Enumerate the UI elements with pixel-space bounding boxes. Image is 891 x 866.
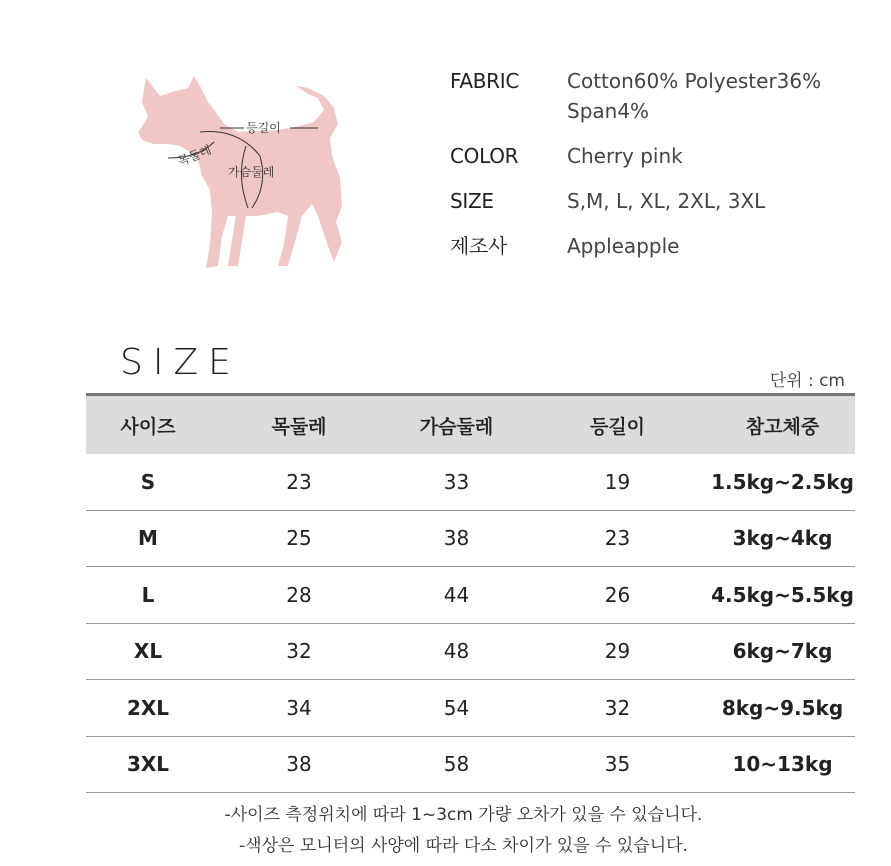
cell-weight: 1.5kg~2.5kg [711, 469, 854, 494]
spec-row-color [450, 141, 870, 171]
spec-value: S,M, L, XL, 2XL, 3XL [567, 189, 766, 213]
table-row [86, 737, 855, 794]
cell-chest: 54 [443, 695, 470, 720]
spec-value: Appleapple [567, 234, 680, 258]
chest-label: 가슴둘레 [228, 165, 275, 179]
cell-back-length: 32 [604, 695, 631, 720]
cell-chest: 33 [443, 469, 470, 494]
table-row [86, 567, 855, 624]
cell-weight: 8kg~9.5kg [721, 695, 844, 720]
neck-label: 목둘레 [175, 142, 214, 169]
cell-neck: 28 [286, 582, 312, 607]
cell-neck: 38 [286, 752, 312, 777]
cell-neck: 34 [286, 695, 312, 720]
header-neck: 목둘레 [271, 415, 327, 438]
footnotes [0, 800, 891, 862]
header-weight: 참고체중 [745, 415, 820, 438]
spec-value: Cotton60% Polyester36% Span4% [567, 69, 822, 123]
cell-back-length: 26 [604, 582, 631, 607]
table-row [86, 511, 855, 568]
cell-size: XL [133, 639, 163, 664]
size-table [86, 393, 855, 793]
spec-row-fabric [450, 66, 870, 126]
spec-row-size [450, 186, 870, 216]
cell-size: L [141, 582, 155, 607]
cell-back-length: 19 [604, 469, 631, 494]
note-measurement: -사이즈 측정위치에 따라 1~3cm 가량 오차가 있을 수 있습니다. [224, 805, 703, 825]
cell-chest: 38 [443, 526, 470, 551]
cell-weight: 4.5kg~5.5kg [711, 582, 854, 607]
unit-label: 단위 : cm [769, 371, 845, 391]
cell-size: S [140, 469, 156, 494]
dog-silhouette-icon [128, 66, 358, 276]
spec-row-manufacturer [450, 231, 870, 261]
table-row [86, 624, 855, 681]
cell-back-length: 29 [604, 639, 631, 664]
header-size: 사이즈 [120, 415, 176, 438]
cell-size: 2XL [126, 695, 170, 720]
spec-key: SIZE [450, 189, 494, 213]
dog-measurement-illustration [128, 66, 358, 276]
size-section-title: SIZE [120, 342, 241, 383]
table-row [86, 680, 855, 737]
header-chest: 가슴둘레 [419, 415, 494, 438]
table-row [86, 454, 855, 511]
product-specs [450, 66, 870, 276]
cell-weight: 10~13kg [732, 752, 833, 777]
cell-size: 3XL [126, 752, 170, 777]
cell-weight: 3kg~4kg [732, 526, 833, 551]
cell-neck: 23 [286, 469, 312, 494]
cell-back-length: 35 [604, 752, 631, 777]
table-header [86, 393, 855, 454]
cell-size: M [138, 526, 158, 551]
cell-neck: 25 [286, 526, 312, 551]
cell-weight: 6kg~7kg [732, 639, 833, 664]
spec-key: FABRIC [450, 69, 520, 93]
note-color: -색상은 모니터의 사양에 따라 다소 차이가 있을 수 있습니다. [239, 836, 688, 856]
spec-key: 제조사 [450, 234, 508, 258]
spec-value: Cherry pink [567, 144, 683, 168]
header-back-length: 등길이 [589, 415, 646, 438]
cell-back-length: 23 [604, 526, 631, 551]
cell-chest: 44 [443, 582, 470, 607]
cell-neck: 32 [286, 639, 312, 664]
spec-key: COLOR [450, 144, 519, 168]
cell-chest: 48 [443, 639, 470, 664]
back-length-label: 등길이 [246, 121, 281, 135]
cell-chest: 58 [443, 752, 470, 777]
